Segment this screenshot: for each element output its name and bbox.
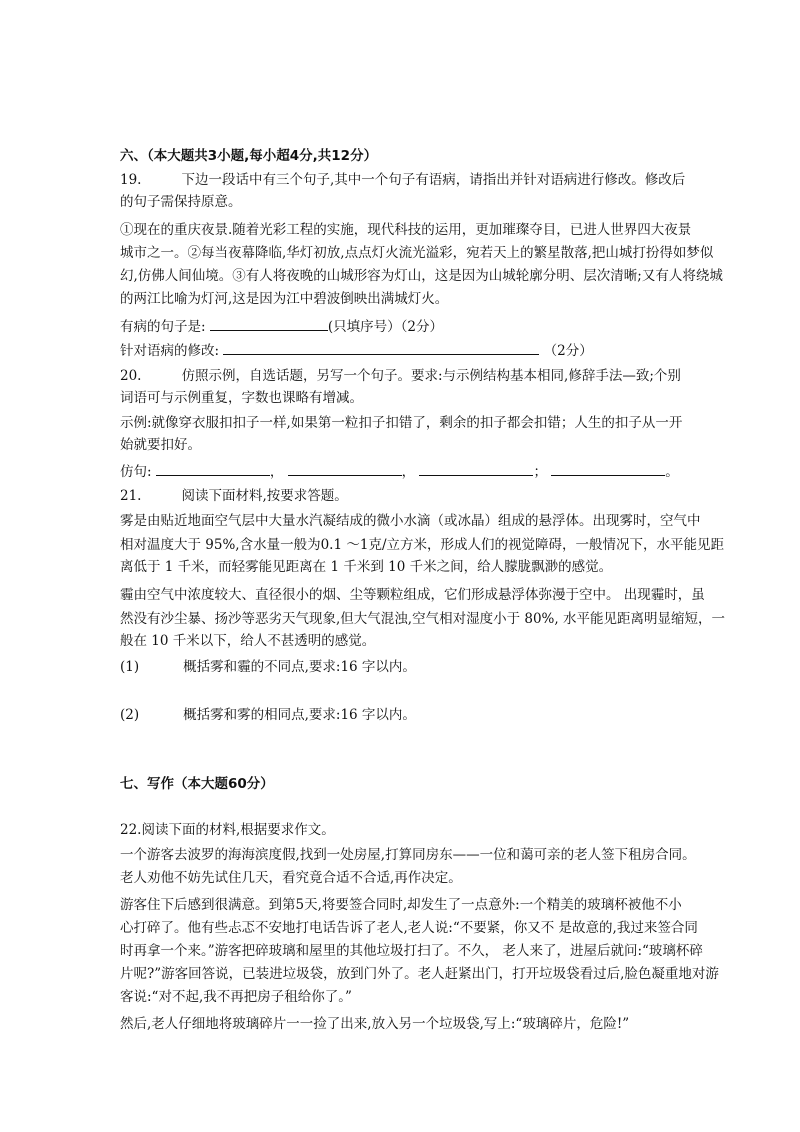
q22-line: 时再拿一个来。”游客把碎玻璃和屋里的其他垃圾打扫了。不久， 老人来了，进屋后就问:“玻璃杯碎 <box>120 943 703 959</box>
q20-blank-2[interactable] <box>288 461 402 476</box>
q20-sep-3: ； <box>533 464 547 480</box>
q21-sub2-text: 概括雾和雾的相同点,要求:16 字以内。 <box>183 707 416 723</box>
q19-passage-line: 城市之一。②每当夜幕降临,华灯初放,点点灯火流光溢彩，宛若天上的繁星散落,把山城打扮得如梦似 <box>120 245 714 261</box>
q22-line: 客说:“对不起,我不再把房子租给你了。” <box>120 989 352 1005</box>
section6-heading: 六、（本大题共3小题,每小超4分,共12分） <box>120 148 378 164</box>
q19-answer2-label: 针对语病的修改: <box>120 343 220 359</box>
q20-blank-4[interactable] <box>551 461 665 476</box>
q19-answer1-note: (只填序号）（2分） <box>327 319 443 335</box>
q19-prompt-b: 的句子需保持原意。 <box>120 194 242 210</box>
q20-blank-3[interactable] <box>419 461 533 476</box>
q20-imitate <box>120 461 679 482</box>
q19-prompt-line1 <box>120 170 685 190</box>
q19-answer1 <box>120 316 443 337</box>
q19-passage-line: 的两江比喻为灯河,这是因为江中碧波倒映出满城灯火。 <box>120 291 449 307</box>
q21-sub2 <box>120 705 416 725</box>
q22-line: 老人劝他不妨先试住几天，看究竟合适不合适,再作决定。 <box>120 870 462 886</box>
q20-imitate-label: 仿句: <box>120 464 152 480</box>
q19-number: 19. <box>120 172 142 188</box>
q19-prompt-a: 下边一段话中有三个句子,其中一个句子有语病，请指出并针对语病进行修改。修改后 <box>181 172 686 188</box>
q22-line: 一个游客去波罗的海海滨度假,找到一处房屋,打算同房东——一位和蔼可亲的老人签下租房合同。 <box>120 847 696 863</box>
q19-answer1-blank[interactable] <box>210 316 328 331</box>
q20-example-a: 示例:就像穿衣服扣扣子一样,如果第一粒扣子扣错了，剩余的扣子都会扣错；人生的扣子从一开 <box>120 415 683 431</box>
q22-prompt: 22.阅读下面的材料,根据要求作文。 <box>120 822 335 838</box>
q21-para1-line: 离低于 1 千米，而轻雾能见距离在 1 千米到 10 千米之间，给人朦胧飘渺的感觉。 <box>120 559 613 575</box>
q21-para2-line: 霾由空气中浓度较大、直径很小的烟、尘等颗粒组成，它们形成悬浮体弥漫于空中。 出现霾时，虽 <box>120 587 705 603</box>
q21-para2-line: 般在 10 千米以下，给人不甚透明的感觉。 <box>120 633 376 649</box>
q21-sub2-number: (2) <box>120 707 140 723</box>
q21-sub1-number: (1) <box>120 659 140 675</box>
q19-passage-line: ①现在的重庆夜景.随着光彩工程的实施，现代科技的运用，更加璀璨夺目，已进人世界四大夜景 <box>120 222 692 238</box>
q19-answer2-note: （2分） <box>543 343 593 359</box>
q19-answer2-blank[interactable] <box>223 340 539 355</box>
q21-prompt: 阅读下面材料,按要求答题。 <box>181 488 348 504</box>
q21-sub1-text: 概括雾和霾的不同点,要求:16 字以内。 <box>183 659 416 675</box>
q20-end: 。 <box>665 464 679 480</box>
q22-line: 游客住下后感到很满意。到第5天,将要签合同时,却发生了一点意外:一个精美的玻璃杯被他不小 <box>120 897 682 913</box>
q20-sep-2: ， <box>401 464 416 480</box>
q21-para1-line: 相对温度大于 95%,含水量一般为0.1 ～1克/立方米，形成人们的视觉障碍，一般情况下，水平能见距 <box>120 537 724 553</box>
q19-passage-line: 幻,仿佛人间仙境。③有人将夜晚的山城形容为灯山，这是因为山城轮廓分明、层次清晰;又有人将绕城 <box>120 268 723 284</box>
q20-blank-1[interactable] <box>156 461 270 476</box>
q21-para2-line: 然没有沙尘暴、扬沙等恶劣天气现象,但大气混浊,空气相对湿度小于 80%, 水平能见距离明显缩短，一 <box>120 611 725 627</box>
q19-answer1-label: 有病的句子是: <box>120 319 206 335</box>
q20-number: 20. <box>120 368 142 384</box>
q22-line: 然后,老人仔细地将玻璃碎片一一捡了出来,放入另一个垃圾袋,写上:“玻璃碎片，危险!” <box>120 1016 630 1032</box>
q20-example-b: 始就要扣好。 <box>120 437 201 453</box>
q21-sub1 <box>120 657 416 677</box>
section7-heading: 七、写作（本大题60分） <box>120 776 274 792</box>
q21-para1-line: 雾是由贴近地面空气层中大量水汽凝结成的微小水滴（或冰晶）组成的悬浮体。出现雾时，空气中 <box>120 513 701 529</box>
q19-answer2 <box>120 340 593 361</box>
q22-line: 片呢?”游客回答说，已装进垃圾袋，放到门外了。老人赶紧出门，打开垃圾袋看过后,脸色凝重地对游 <box>120 966 719 982</box>
q21-number: 21. <box>120 488 142 504</box>
q22-line: 心打碎了。他有些忐忑不安地打电话告诉了老人,老人说:“不要紧，你又不 是故意的,我过来签合同 <box>120 920 698 936</box>
q20-prompt-b: 词语可与示例重复，字数也课略有增减。 <box>120 390 363 406</box>
q20-prompt-line1 <box>120 366 681 386</box>
q20-prompt-a: 仿照示例，自选话题，另写一个句子。要求:与示例结构基本相同,修辞手法—致;个别 <box>181 368 681 384</box>
q20-sep-1: ， <box>269 464 284 480</box>
q21-prompt-line <box>120 486 348 506</box>
